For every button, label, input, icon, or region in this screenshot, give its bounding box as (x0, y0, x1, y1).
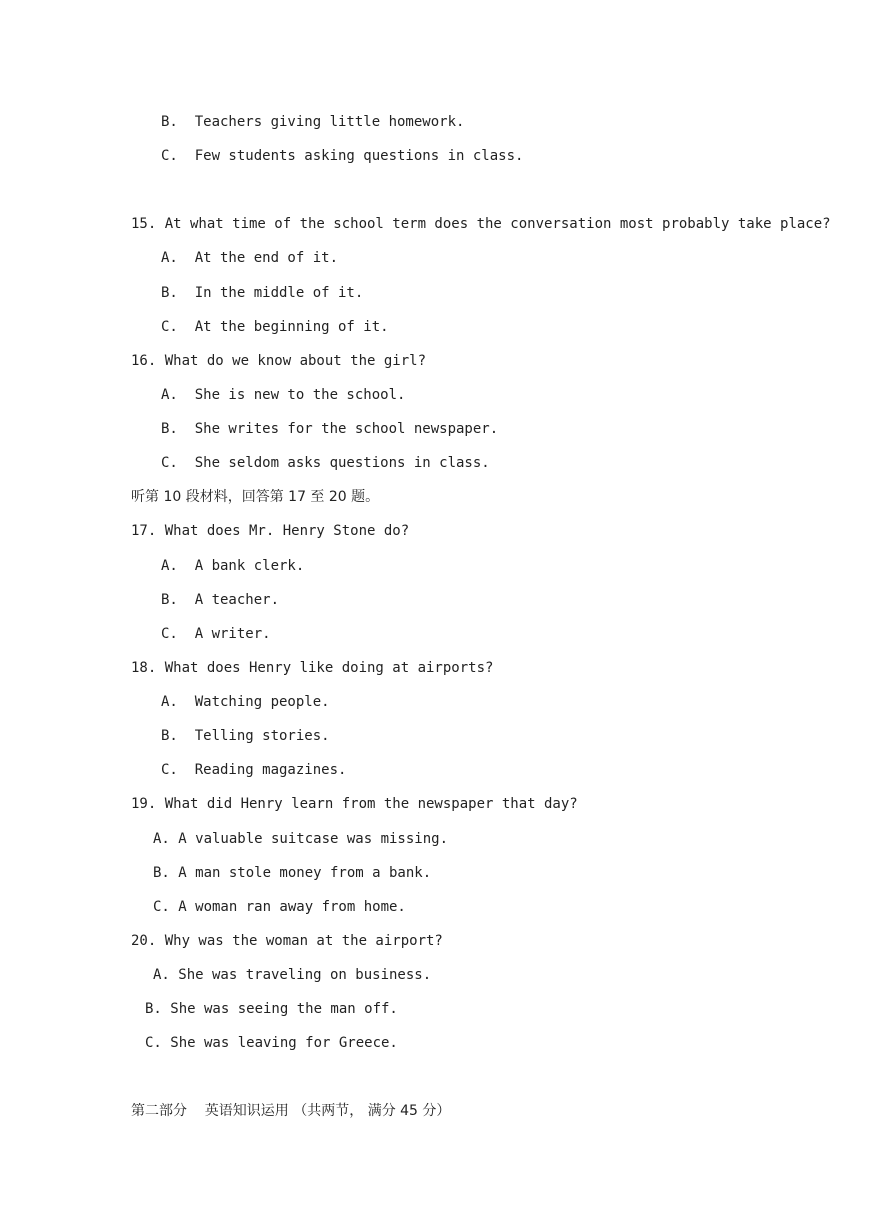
question-17: 17. What does Mr. Henry Stone do? (131, 523, 410, 539)
option-15b: B. In the middle of it. (161, 285, 364, 301)
option-17b: B. A teacher. (161, 592, 280, 608)
option-20c: C. She was leaving for Greece. (145, 1035, 398, 1051)
question-19: 19. What did Henry learn from the newspaper that day? (131, 796, 578, 812)
option-18c: C. Reading magazines. (161, 762, 347, 778)
option-15c: C. At the beginning of it. (161, 319, 389, 335)
option-15a: A. At the end of it. (161, 250, 339, 266)
question-18: 18. What does Henry like doing at airports? (131, 660, 494, 676)
option-16a: A. She is new to the school. (161, 387, 406, 403)
option-19b: B. A man stole money from a bank. (153, 865, 432, 881)
option-16b: B. She writes for the school newspaper. (161, 421, 499, 437)
option-14b: B. Teachers giving little homework. (161, 114, 465, 130)
option-20b: B. She was seeing the man off. (145, 1001, 398, 1017)
option-20a: A. She was traveling on business. (153, 967, 432, 983)
question-15: 15. At what time of the school term does the conversation most probably take place? (131, 216, 831, 232)
option-14c: C. Few students asking questions in class. (161, 148, 524, 164)
option-19c: C. A woman ran away from home. (153, 899, 406, 915)
option-17c: C. A writer. (161, 626, 271, 642)
option-18b: B. Telling stories. (161, 728, 330, 744)
section-instruction: 听第 10 段材料，回答第 17 至 20 题。 (131, 489, 380, 505)
part-two-heading: 第二部分 英语知识运用 （共两节， 满分 45 分） (131, 1103, 451, 1119)
option-19a: A. A valuable suitcase was missing. (153, 831, 449, 847)
question-20: 20. Why was the woman at the airport? (131, 933, 443, 949)
option-17a: A. A bank clerk. (161, 558, 305, 574)
option-16c: C. She seldom asks questions in class. (161, 455, 490, 471)
option-18a: A. Watching people. (161, 694, 330, 710)
question-16: 16. What do we know about the girl? (131, 353, 427, 369)
